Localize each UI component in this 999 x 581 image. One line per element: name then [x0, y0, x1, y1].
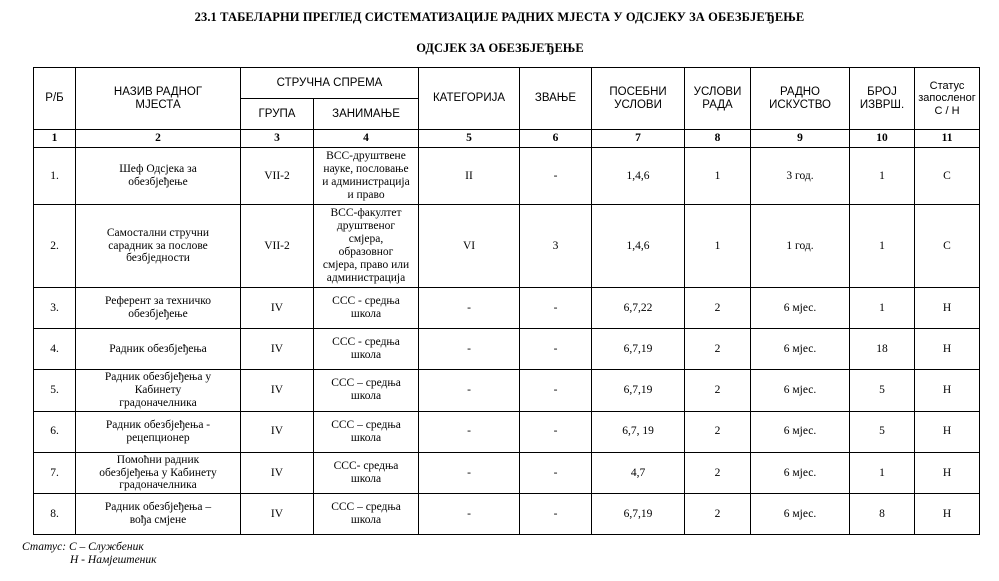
cell-grupa: VII-2 [241, 205, 314, 288]
cell-zanimanje-line: и администрација [322, 176, 410, 188]
systematization-table [33, 67, 980, 535]
cell-zanimanje [314, 329, 419, 370]
cell-posebni-uslovi: 1,4,6 [592, 148, 685, 205]
cell-grupa: IV [241, 411, 314, 452]
column-number: 7 [592, 130, 685, 148]
cell-uslovi-rada: 1 [685, 205, 751, 288]
cell-broj-izvrs: 5 [850, 370, 915, 412]
header-uslovi-rada [685, 68, 751, 130]
section-title: ОДСЈЕК ЗА ОБЕЗБЈЕЂЕЊЕ [416, 41, 584, 55]
column-number: 4 [314, 130, 419, 148]
header-posebni-line2: УСЛОВИ [614, 98, 662, 111]
column-number: 3 [241, 130, 314, 148]
cell-zanimanje-line: ССС – средња [331, 501, 401, 514]
table-row [34, 288, 980, 329]
column-number-row [34, 130, 980, 148]
header-radno-line1: РАДНО [780, 85, 821, 98]
cell-uslovi-rada: 2 [685, 494, 751, 535]
table-row [34, 411, 980, 452]
cell-posebni-uslovi: 6,7, 19 [592, 411, 685, 452]
cell-kategorija: - [419, 288, 520, 329]
cell-naziv-line: Кабинету [134, 383, 182, 396]
cell-status: Н [915, 411, 980, 452]
cell-uslovi-rada: 2 [685, 288, 751, 329]
table-row [34, 494, 980, 535]
cell-broj-izvrs: 1 [850, 205, 915, 288]
cell-naziv-line: градоначелника [119, 479, 197, 492]
cell-naziv-line: Радник обезбјеђења [109, 342, 207, 355]
header-zvanje: ЗВАЊЕ [520, 68, 592, 130]
cell-radno-iskustvo: 6 мјес. [751, 494, 850, 535]
cell-rb: 1. [34, 148, 76, 205]
cell-rb: 4. [34, 329, 76, 370]
cell-naziv-line: Радник обезбјеђења у [104, 371, 212, 383]
header-row-top [34, 68, 980, 99]
cell-kategorija: - [419, 370, 520, 412]
status-legend [22, 541, 157, 567]
cell-zanimanje-line: науке, пословање [323, 163, 409, 176]
column-number: 11 [915, 130, 980, 148]
cell-posebni-uslovi: 6,7,19 [592, 329, 685, 370]
column-number: 8 [685, 130, 751, 148]
column-number: 9 [751, 130, 850, 148]
legend-line-namjestenik: Н - Намјештеник [70, 554, 157, 567]
table-row [34, 205, 980, 288]
cell-zvanje: - [520, 494, 592, 535]
cell-naziv-line: Референт за техничко [104, 295, 212, 308]
cell-posebni-uslovi: 4,7 [592, 452, 685, 494]
header-strucna-sprema: СТРУЧНА СПРЕМА [241, 68, 419, 99]
cell-zvanje: 3 [520, 205, 592, 288]
cell-zanimanje [314, 288, 419, 329]
cell-rb: 7. [34, 452, 76, 494]
column-number: 1 [34, 130, 76, 148]
cell-kategorija: - [419, 452, 520, 494]
header-broj-izvrs [850, 68, 915, 130]
cell-naziv-line: безбједности [126, 252, 190, 265]
table-row [34, 148, 980, 205]
cell-naziv-line: обезбјеђење [128, 176, 188, 188]
cell-kategorija: VI [419, 205, 520, 288]
cell-naziv [76, 288, 241, 329]
legend-line-sluzbenik: Статус: С – Службеник [22, 541, 144, 553]
header-radno-line2: ИСКУСТВО [769, 98, 831, 111]
cell-naziv-line: обезбјеђење [128, 308, 188, 320]
header-status-line2: запосленог [918, 92, 976, 105]
cell-zvanje: - [520, 288, 592, 329]
cell-zanimanje-line: школа [350, 390, 382, 403]
cell-zvanje: - [520, 452, 592, 494]
table-row [34, 329, 980, 370]
cell-zanimanje-line: образовног [338, 246, 394, 258]
cell-zanimanje-line: ССС – средња [331, 377, 401, 390]
cell-naziv [76, 370, 241, 412]
cell-zanimanje-line: администрација [326, 271, 406, 284]
cell-naziv-line: вођа смјене [129, 514, 187, 527]
column-number: 6 [520, 130, 592, 148]
cell-kategorija: - [419, 494, 520, 535]
cell-grupa: IV [241, 288, 314, 329]
cell-rb: 6. [34, 411, 76, 452]
header-broj-line1: БРОЈ [867, 85, 897, 98]
cell-zvanje: - [520, 148, 592, 205]
header-uslovi-line1: УСЛОВИ [693, 85, 742, 98]
cell-grupa: VII-2 [241, 148, 314, 205]
cell-zanimanje-line: смјера, [348, 233, 384, 246]
cell-status: Н [915, 494, 980, 535]
cell-rb: 3. [34, 288, 76, 329]
cell-grupa: IV [241, 329, 314, 370]
cell-radno-iskustvo: 6 мјес. [751, 288, 850, 329]
cell-grupa: IV [241, 370, 314, 412]
cell-zanimanje [314, 494, 419, 535]
cell-naziv [76, 205, 241, 288]
column-number: 2 [76, 130, 241, 148]
header-uslovi-line2: РАДА [702, 98, 733, 111]
cell-naziv-line: рецепционер [126, 431, 190, 444]
cell-zanimanje-line: школа [350, 514, 382, 527]
cell-naziv-line: Шеф Одсјека за [119, 163, 197, 176]
cell-broj-izvrs: 8 [850, 494, 915, 535]
cell-zanimanje-line: ВСС-факултет [330, 207, 402, 220]
cell-zanimanje-line: ССС- средња [333, 460, 399, 473]
cell-zanimanje [314, 411, 419, 452]
cell-radno-iskustvo: 6 мјес. [751, 370, 850, 412]
cell-radno-iskustvo: 1 год. [751, 205, 850, 288]
cell-grupa: IV [241, 452, 314, 494]
cell-grupa: IV [241, 494, 314, 535]
cell-posebni-uslovi: 1,4,6 [592, 205, 685, 288]
cell-zanimanje [314, 452, 419, 494]
header-naziv [76, 68, 241, 130]
cell-zanimanje [314, 148, 419, 205]
cell-zanimanje-line: и право [347, 188, 385, 201]
cell-naziv [76, 148, 241, 205]
header-status [915, 68, 980, 130]
cell-zanimanje-line: школа [350, 349, 382, 361]
cell-status: Н [915, 452, 980, 494]
cell-naziv [76, 329, 241, 370]
cell-uslovi-rada: 1 [685, 148, 751, 205]
cell-naziv-line: обезбјеђења у Кабинету [99, 466, 217, 479]
cell-uslovi-rada: 2 [685, 370, 751, 412]
cell-zvanje: - [520, 329, 592, 370]
cell-zanimanje-line: школа [350, 308, 382, 320]
cell-naziv-line: градоначелника [119, 396, 197, 409]
cell-status: С [915, 205, 980, 288]
cell-uslovi-rada: 2 [685, 411, 751, 452]
cell-kategorija: II [419, 148, 520, 205]
cell-uslovi-rada: 2 [685, 329, 751, 370]
cell-rb: 8. [34, 494, 76, 535]
cell-zanimanje-line: школа [350, 431, 382, 444]
cell-broj-izvrs: 5 [850, 411, 915, 452]
cell-naziv [76, 411, 241, 452]
header-naziv-line1: НАЗИВ РАДНОГ [113, 85, 203, 98]
header-radno-iskustvo [751, 68, 850, 130]
cell-broj-izvrs: 1 [850, 452, 915, 494]
cell-zanimanje-line: ССС - средња [332, 295, 400, 308]
cell-rb: 5. [34, 370, 76, 412]
cell-posebni-uslovi: 6,7,19 [592, 494, 685, 535]
cell-status: Н [915, 370, 980, 412]
header-status-line1: Статус [929, 80, 965, 93]
cell-posebni-uslovi: 6,7,19 [592, 370, 685, 412]
column-number: 10 [850, 130, 915, 148]
cell-rb: 2. [34, 205, 76, 288]
header-rb: Р/Б [34, 68, 76, 130]
cell-zanimanje [314, 370, 419, 412]
cell-kategorija: - [419, 411, 520, 452]
cell-broj-izvrs: 1 [850, 148, 915, 205]
cell-uslovi-rada: 2 [685, 452, 751, 494]
cell-status: Н [915, 329, 980, 370]
cell-naziv-line: сарадник за послове [108, 239, 208, 252]
cell-naziv-line: Радник обезбјеђења - [105, 418, 211, 431]
cell-naziv-line: Самостални стручни [106, 226, 210, 239]
document-title: 23.1 ТАБЕЛАРНИ ПРЕГЛЕД СИСТЕМАТИЗАЦИЈЕ РАДНИХ МЈЕСТА У ОДСЈЕКУ ЗА ОБЕЗБЈЕЂЕЊЕ [194, 10, 805, 24]
cell-radno-iskustvo: 6 мјес. [751, 329, 850, 370]
cell-zanimanje-line: ССС - средња [332, 336, 400, 349]
cell-broj-izvrs: 1 [850, 288, 915, 329]
cell-zanimanje-line: друштвеног [336, 220, 396, 233]
header-kategorija: КАТЕГОРИЈА [419, 68, 520, 130]
cell-zanimanje-line: ВСС-друштвене [326, 150, 406, 163]
cell-naziv [76, 494, 241, 535]
cell-status: Н [915, 288, 980, 329]
column-number: 5 [419, 130, 520, 148]
cell-naziv-line: Помоћни радник [116, 453, 200, 466]
cell-zvanje: - [520, 411, 592, 452]
cell-zanimanje-line: смјера, право или [322, 258, 410, 271]
cell-naziv [76, 452, 241, 494]
cell-zvanje: - [520, 370, 592, 412]
cell-radno-iskustvo: 6 мјес. [751, 411, 850, 452]
cell-broj-izvrs: 18 [850, 329, 915, 370]
header-status-line3: С / Н [934, 104, 960, 117]
cell-kategorija: - [419, 329, 520, 370]
header-zanimanje: ЗАНИМАЊЕ [314, 99, 419, 130]
cell-naziv-line: Радник обезбјеђења – [104, 501, 212, 514]
cell-posebni-uslovi: 6,7,22 [592, 288, 685, 329]
cell-radno-iskustvo: 3 год. [751, 148, 850, 205]
header-posebni-line1: ПОСЕБНИ [609, 85, 667, 98]
header-broj-line2: ИЗВРШ. [859, 98, 905, 111]
header-naziv-line2: МЈЕСТА [135, 98, 181, 111]
cell-zanimanje-line: ССС – средња [331, 418, 401, 431]
table-row [34, 370, 980, 412]
header-grupa: ГРУПА [241, 99, 314, 130]
cell-radno-iskustvo: 6 мјес. [751, 452, 850, 494]
cell-zanimanje [314, 205, 419, 288]
table-row [34, 452, 980, 494]
header-posebni-uslovi [592, 68, 685, 130]
cell-status: С [915, 148, 980, 205]
cell-zanimanje-line: школа [350, 472, 382, 485]
